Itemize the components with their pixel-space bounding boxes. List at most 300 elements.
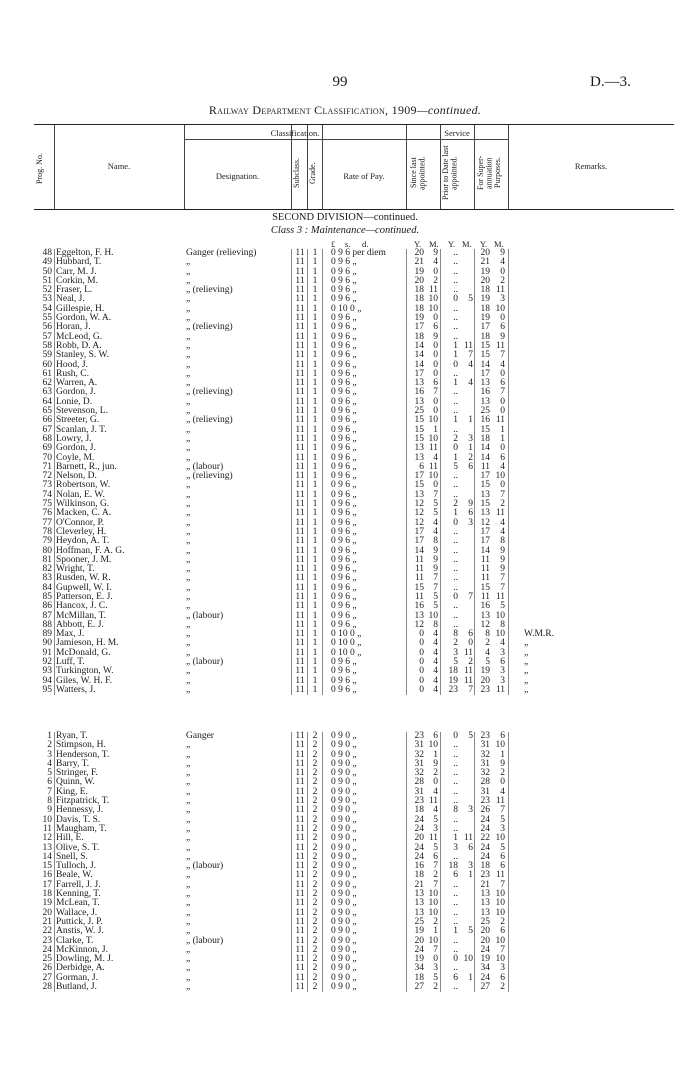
subclass: 11 — [295, 889, 305, 900]
since-months: 0 — [433, 313, 438, 324]
since-months: 10 — [428, 935, 438, 946]
super-months: 4 — [500, 786, 505, 797]
prog-no: 91 — [42, 647, 52, 658]
rate-of-pay: 0 9 0 „ — [331, 731, 357, 741]
prog-no: 79 — [42, 536, 52, 547]
super-months: 9 — [500, 758, 505, 769]
super-months: 10 — [495, 833, 505, 844]
grade: 1 — [312, 452, 318, 463]
employee-name: Gordon, J. — [56, 387, 96, 398]
since-months: 4 — [433, 517, 438, 528]
rate-of-pay: 0 9 6 „ — [331, 387, 357, 398]
since-months: 10 — [428, 610, 438, 621]
grade: 2 — [312, 796, 318, 807]
prog-no: 83 — [42, 573, 52, 584]
designation: „ (labour) — [186, 461, 224, 472]
since-months: 3 — [433, 823, 438, 834]
prog-no: 74 — [42, 489, 52, 500]
designation: „ — [186, 480, 191, 491]
since-months: 4 — [433, 647, 438, 658]
prog-no: 82 — [42, 564, 52, 575]
prior-years: .. — [453, 582, 458, 593]
employee-name: Tulloch, J. — [56, 861, 97, 872]
since-months: 4 — [433, 629, 438, 640]
employee-name: Fitzpatrick, T. — [56, 796, 110, 807]
grade: 1 — [312, 499, 318, 510]
since-years: 0 — [419, 647, 424, 658]
super-months: 4 — [500, 517, 505, 528]
prog-no: 16 — [42, 870, 52, 881]
designation: „ — [186, 786, 191, 797]
employee-name: Jamieson, H. M. — [56, 638, 119, 649]
since-years: 20 — [414, 935, 424, 946]
rate-of-pay: 0 9 6 „ — [331, 554, 357, 565]
prior-years: .. — [453, 963, 458, 974]
since-years: 17 — [414, 526, 424, 537]
rate-of-pay: 0 9 6 „ — [331, 378, 357, 389]
super-years: 14 — [480, 545, 490, 556]
super-months: 7 — [500, 582, 505, 593]
subclass: 11 — [295, 489, 305, 500]
prior-years: .. — [453, 480, 458, 491]
prior-years: .. — [453, 554, 458, 565]
prog-no: 93 — [42, 666, 52, 677]
prog-no: 81 — [42, 554, 52, 565]
super-months: 7 — [500, 573, 505, 584]
prior-years: 0 — [453, 443, 458, 454]
header-designation: Designation. — [215, 171, 260, 181]
since-months: 2 — [433, 916, 438, 927]
designation: „ (labour) — [186, 861, 224, 872]
prior-years: .. — [453, 266, 458, 277]
grade: 1 — [312, 564, 318, 575]
prog-no: 78 — [42, 526, 52, 537]
prior-years: 8 — [453, 629, 458, 640]
designation: „ — [186, 350, 191, 361]
prior-months: 6 — [468, 629, 473, 640]
prog-no: 12 — [42, 833, 52, 844]
prog-no: 67 — [42, 424, 52, 435]
subclass: 11 — [295, 768, 305, 779]
subclass: 11 — [295, 601, 305, 612]
grade: 1 — [312, 647, 318, 658]
since-months: 10 — [428, 889, 438, 900]
prior-years: .. — [453, 944, 458, 955]
employee-name: Turkington, W. — [56, 666, 114, 677]
since-years: 13 — [414, 898, 424, 909]
since-years: 19 — [414, 954, 424, 965]
prog-no: 28 — [42, 982, 52, 993]
super-months: 7 — [500, 944, 505, 955]
since-years: 21 — [414, 879, 424, 890]
designation: „ — [186, 666, 191, 677]
page-title — [0, 103, 690, 118]
prior-months: 7 — [468, 684, 473, 695]
subclass: 11 — [295, 926, 305, 937]
designation: „ — [186, 368, 191, 379]
prog-no: 48 — [42, 248, 52, 258]
since-years: 12 — [414, 508, 424, 519]
prog-no: 55 — [42, 313, 52, 324]
prior-years: .. — [453, 851, 458, 862]
since-months: 4 — [433, 684, 438, 695]
rate-of-pay: 0 9 6 „ — [331, 536, 357, 547]
since-months: 5 — [433, 601, 438, 612]
grade: 1 — [312, 424, 318, 435]
prior-years: .. — [453, 424, 458, 435]
since-months: 2 — [433, 768, 438, 779]
subclass: 11 — [295, 257, 305, 268]
remarks: „ — [524, 638, 529, 649]
prior-years: 1 — [453, 340, 458, 351]
super-years: 11 — [480, 564, 490, 575]
super-months: 11 — [495, 340, 505, 351]
employee-name: Rush, C. — [56, 368, 89, 379]
unit-months-2: M. — [462, 239, 472, 249]
rate-of-pay: 0 9 0 „ — [331, 926, 357, 937]
subclass: 11 — [295, 508, 305, 519]
prog-no: 69 — [42, 443, 52, 454]
rate-of-pay: 0 9 0 „ — [331, 833, 357, 844]
table-header — [34, 124, 674, 210]
designation: „ — [186, 972, 191, 983]
super-months: 10 — [495, 907, 505, 918]
prior-years: 1 — [453, 833, 458, 844]
grade: 1 — [312, 266, 318, 277]
designation: „ — [186, 517, 191, 528]
subclass: 11 — [295, 359, 305, 370]
since-months: 11 — [428, 796, 438, 807]
column-rule — [440, 249, 441, 695]
rate-of-pay: 0 9 6 per diem — [331, 248, 386, 258]
super-years: 14 — [480, 359, 490, 370]
since-months: 2 — [433, 982, 438, 993]
grade: 2 — [312, 861, 318, 872]
since-years: 13 — [414, 907, 424, 918]
super-months: 10 — [495, 898, 505, 909]
rate-of-pay: 0 9 6 „ — [331, 406, 357, 417]
employee-name: Stevenson, L. — [56, 406, 108, 417]
grade: 1 — [312, 359, 318, 370]
designation: „ — [186, 749, 191, 760]
since-years: 14 — [414, 340, 424, 351]
rate-of-pay: 0 9 0 „ — [331, 935, 357, 946]
grade: 2 — [312, 916, 318, 927]
prior-months: 0 — [468, 638, 473, 649]
super-years: 15 — [480, 499, 490, 510]
since-months: 0 — [433, 396, 438, 407]
rate-of-pay: 0 9 6 „ — [331, 368, 357, 379]
since-months: 10 — [428, 907, 438, 918]
super-months: 9 — [500, 545, 505, 556]
subclass: 11 — [295, 833, 305, 844]
employee-name: McDonald, G. — [56, 647, 111, 658]
subclass: 11 — [295, 861, 305, 872]
since-years: 18 — [414, 331, 424, 342]
column-rule — [508, 732, 509, 992]
since-years: 25 — [414, 916, 424, 927]
subclass: 11 — [295, 545, 305, 556]
grade: 1 — [312, 406, 318, 417]
super-years: 25 — [480, 406, 490, 417]
employee-name: Heydon, A. T. — [56, 536, 110, 547]
rate-of-pay: 0 9 6 „ — [331, 285, 357, 296]
prior-years: .. — [453, 573, 458, 584]
grade: 1 — [312, 657, 318, 668]
rate-of-pay: 0 9 0 „ — [331, 870, 357, 881]
grade: 1 — [312, 638, 318, 649]
designation: Ganger — [186, 731, 214, 741]
super-years: 16 — [480, 601, 490, 612]
since-months: 10 — [428, 471, 438, 482]
grade: 2 — [312, 944, 318, 955]
super-years: 13 — [480, 508, 490, 519]
unit-years-1: Y. — [414, 239, 422, 249]
super-years: 2 — [485, 638, 490, 649]
since-years: 18 — [414, 285, 424, 296]
subclass: 11 — [295, 805, 305, 816]
grade: 1 — [312, 350, 318, 361]
column-rule — [54, 249, 55, 695]
designation: „ (labour) — [186, 935, 224, 946]
since-years: 11 — [414, 564, 424, 575]
prog-no: 9 — [47, 805, 52, 816]
super-months: 0 — [500, 406, 505, 417]
designation: „ — [186, 638, 191, 649]
subclass: 11 — [295, 517, 305, 528]
designation: „ — [186, 359, 191, 370]
prog-no: 61 — [42, 368, 52, 379]
prog-no: 88 — [42, 619, 52, 630]
since-years: 11 — [414, 573, 424, 584]
prior-years: 6 — [453, 972, 458, 983]
rate-of-pay: 0 9 0 „ — [331, 889, 357, 900]
prior-years: 1 — [453, 926, 458, 937]
designation: „ — [186, 916, 191, 927]
grade: 1 — [312, 303, 318, 314]
employee-name: Stimpson, H. — [56, 740, 106, 751]
designation: „ — [186, 805, 191, 816]
since-months: 5 — [433, 508, 438, 519]
since-months: 2 — [433, 870, 438, 881]
grade: 2 — [312, 972, 318, 983]
employee-name: Robb, D. A. — [56, 340, 102, 351]
super-years: 15 — [480, 480, 490, 491]
unit-years-3: Y. — [480, 239, 488, 249]
super-years: 24 — [480, 842, 490, 853]
grade: 2 — [312, 907, 318, 918]
subclass: 11 — [295, 777, 305, 788]
prog-no: 84 — [42, 582, 52, 593]
since-months: 8 — [433, 619, 438, 630]
rate-of-pay: 0 9 6 „ — [331, 564, 357, 575]
since-months: 11 — [428, 833, 438, 844]
prior-months: 11 — [463, 833, 473, 844]
since-months: 7 — [433, 573, 438, 584]
super-months: 0 — [500, 313, 505, 324]
since-years: 12 — [414, 517, 424, 528]
prior-years: 0 — [453, 359, 458, 370]
super-years: 20 — [480, 935, 490, 946]
super-years: 13 — [480, 396, 490, 407]
since-years: 15 — [414, 582, 424, 593]
header-prior: Prior to Date last appointed. — [441, 145, 459, 201]
since-years: 0 — [419, 666, 424, 677]
subclass: 11 — [295, 851, 305, 862]
super-years: 34 — [480, 963, 490, 974]
title-main: Railway Department Classification, 1909 — [208, 103, 417, 117]
employee-name: Stanley, S. W. — [56, 350, 109, 361]
designation: „ — [186, 545, 191, 556]
prog-no: 54 — [42, 303, 52, 314]
super-years: 20 — [480, 275, 490, 286]
prog-no: 59 — [42, 350, 52, 361]
prior-years: .. — [453, 619, 458, 630]
grade: 1 — [312, 387, 318, 398]
employee-name: Dowling, M. J. — [56, 954, 114, 965]
since-years: 27 — [414, 982, 424, 993]
rate-of-pay: 0 9 0 „ — [331, 758, 357, 769]
rate-of-pay: 0 9 6 „ — [331, 471, 357, 482]
prior-years: 6 — [453, 870, 458, 881]
rate-of-pay: 0 9 0 „ — [331, 796, 357, 807]
employee-name: Barnett, R., jun. — [56, 461, 117, 472]
designation: „ — [186, 489, 191, 500]
grade: 2 — [312, 963, 318, 974]
prior-months: 6 — [468, 842, 473, 853]
grade: 2 — [312, 926, 318, 937]
since-years: 34 — [414, 963, 424, 974]
column-rule — [508, 249, 509, 695]
grade: 2 — [312, 898, 318, 909]
subclass: 11 — [295, 629, 305, 640]
subclass: 11 — [295, 963, 305, 974]
prior-years: 5 — [453, 461, 458, 472]
since-years: 24 — [414, 823, 424, 834]
employee-name: O'Connor, P. — [56, 517, 105, 528]
rate-of-pay: 0 9 6 „ — [331, 573, 357, 584]
since-months: 7 — [433, 387, 438, 398]
since-years: 17 — [414, 471, 424, 482]
subclass: 11 — [295, 340, 305, 351]
grade: 2 — [312, 851, 318, 862]
prog-no: 87 — [42, 610, 52, 621]
super-years: 11 — [480, 591, 490, 602]
since-years: 24 — [414, 842, 424, 853]
since-months: 5 — [433, 499, 438, 510]
super-years: 20 — [480, 248, 490, 258]
subclass: 11 — [295, 796, 305, 807]
since-years: 16 — [414, 601, 424, 612]
prior-years: .. — [453, 526, 458, 537]
since-months: 1 — [433, 424, 438, 435]
prior-years: 1 — [453, 378, 458, 389]
since-years: 13 — [414, 610, 424, 621]
prog-no: 63 — [42, 387, 52, 398]
super-years: 4 — [485, 647, 490, 658]
since-months: 9 — [433, 331, 438, 342]
rate-of-pay: 0 9 0 „ — [331, 777, 357, 788]
designation: „ — [186, 601, 191, 612]
prog-no: 26 — [42, 963, 52, 974]
super-years: 21 — [480, 257, 490, 268]
rate-of-pay: 0 10 0 „ — [331, 303, 362, 314]
since-months: 10 — [428, 303, 438, 314]
prog-no: 95 — [42, 684, 52, 695]
employee-name: Stringer, F. — [56, 768, 98, 779]
designation: „ — [186, 740, 191, 751]
rate-of-pay: 0 9 6 „ — [331, 591, 357, 602]
prog-no: 66 — [42, 415, 52, 426]
since-months: 9 — [433, 758, 438, 769]
rate-of-pay: 0 9 6 „ — [331, 313, 357, 324]
prior-months: 1 — [468, 415, 473, 426]
prior-months: 3 — [468, 861, 473, 872]
subclass: 11 — [295, 471, 305, 482]
super-months: 10 — [495, 629, 505, 640]
page-reference: D.—3. — [590, 74, 631, 90]
prior-years: 5 — [453, 657, 458, 668]
grade: 1 — [312, 675, 318, 686]
designation: „ — [186, 424, 191, 435]
remarks: „ — [524, 657, 529, 668]
grade: 1 — [312, 480, 318, 491]
super-years: 13 — [480, 907, 490, 918]
subclass: 11 — [295, 982, 305, 993]
column-rule — [440, 732, 441, 992]
rate-of-pay: 0 9 6 „ — [331, 266, 357, 277]
grade: 2 — [312, 758, 318, 769]
super-months: 9 — [500, 554, 505, 565]
employee-name: Wallace, J. — [56, 907, 98, 918]
prior-years: .. — [453, 814, 458, 825]
super-years: 20 — [480, 926, 490, 937]
designation: „ — [186, 331, 191, 342]
prog-no: 71 — [42, 461, 52, 472]
rate-of-pay: 0 9 0 „ — [331, 972, 357, 983]
prior-years: 1 — [453, 452, 458, 463]
prog-no: 11 — [42, 823, 52, 834]
subclass: 11 — [295, 684, 305, 695]
subclass: 11 — [295, 638, 305, 649]
prior-months: 4 — [468, 378, 473, 389]
super-years: 17 — [480, 322, 490, 333]
prior-years: .. — [453, 935, 458, 946]
subclass: 11 — [295, 823, 305, 834]
table-group-grade-2 — [34, 732, 674, 992]
super-years: 24 — [480, 823, 490, 834]
prior-years: .. — [453, 387, 458, 398]
prog-no: 19 — [42, 898, 52, 909]
super-years: 14 — [480, 452, 490, 463]
prior-years: .. — [453, 545, 458, 556]
super-months: 6 — [500, 378, 505, 389]
prior-years: 3 — [453, 842, 458, 853]
employee-name: Gordon, J. — [56, 443, 96, 454]
column-rule — [474, 732, 475, 992]
rate-of-pay: 0 9 6 „ — [331, 517, 357, 528]
employee-name: Gupwell, W. I. — [56, 582, 112, 593]
since-years: 13 — [414, 443, 424, 454]
since-years: 0 — [419, 629, 424, 640]
designation: „ — [186, 879, 191, 890]
remarks: „ — [524, 675, 529, 686]
prior-years: .. — [453, 823, 458, 834]
subclass: 11 — [295, 285, 305, 296]
super-years: 18 — [480, 331, 490, 342]
rate-of-pay: 0 9 6 „ — [331, 545, 357, 556]
since-years: 0 — [419, 675, 424, 686]
